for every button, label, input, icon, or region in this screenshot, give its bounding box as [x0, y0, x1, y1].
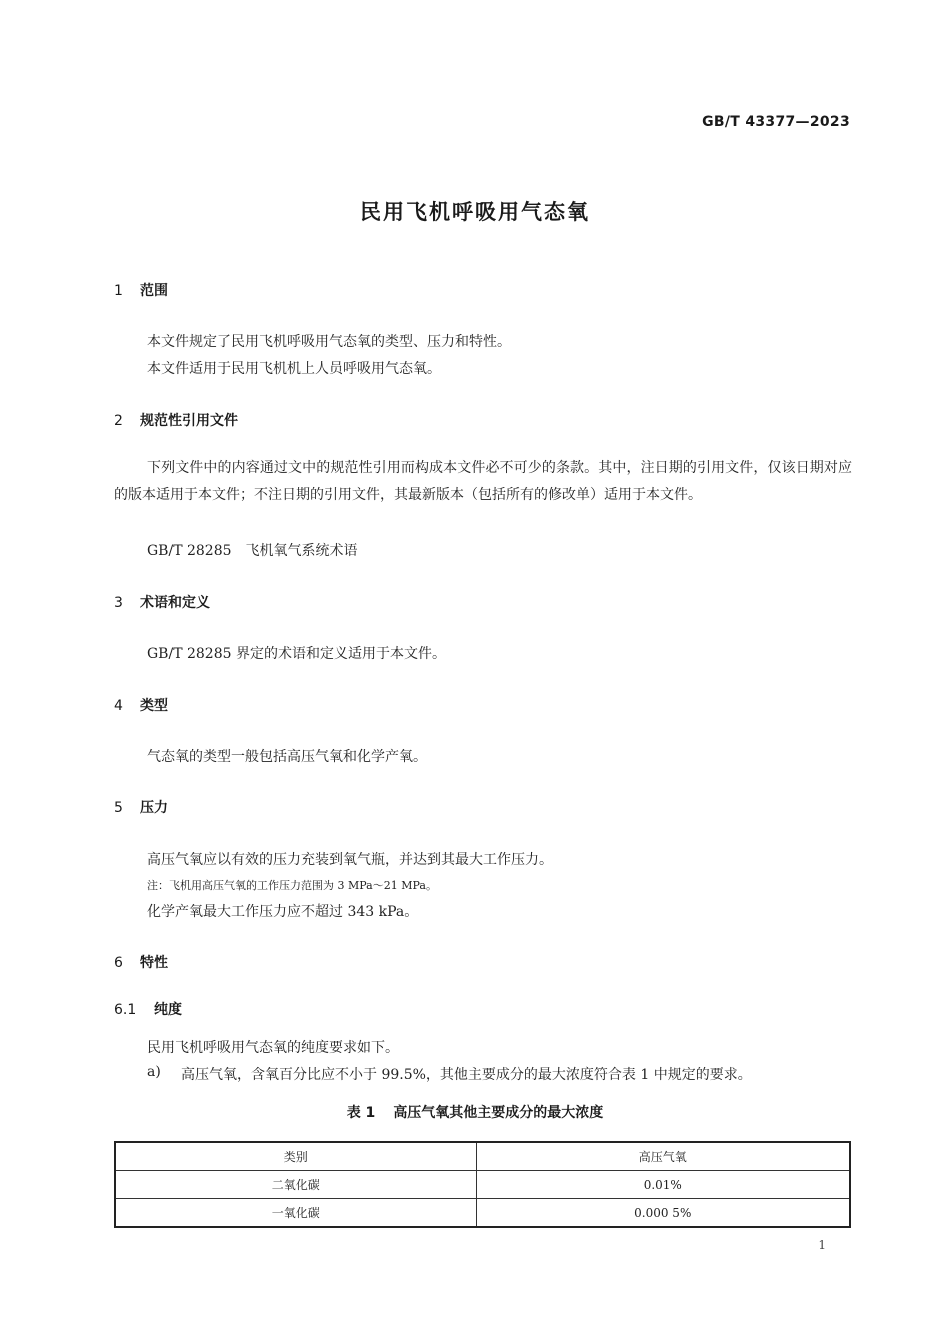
- section-1-heading: [114, 280, 168, 300]
- scope-paragraph-1: 本文件规定了民用飞机呼吸用气态氧的类型、压力和特性。: [147, 334, 511, 350]
- section-4-heading: [114, 695, 168, 715]
- section-number: 6.1: [114, 1002, 137, 1018]
- table-header-cell: 高压气氧: [476, 1142, 850, 1171]
- table-cell: 二氧化碳: [115, 1171, 476, 1199]
- terms-paragraph: GB/T 28285 界定的术语和定义适用于本文件。: [147, 646, 446, 662]
- section-number: 1: [114, 283, 123, 299]
- section-6-1-heading: [114, 999, 182, 1019]
- pressure-note: 注：飞机用高压气氧的工作压力范围为 3 MPa～21 MPa。: [147, 879, 437, 892]
- section-title: 类型: [140, 698, 168, 714]
- section-title: 术语和定义: [140, 595, 210, 611]
- section-title: 特性: [140, 955, 168, 971]
- pressure-paragraph-2: 化学产氧最大工作压力应不超过 343 kPa。: [147, 904, 419, 920]
- normative-references-paragraph: 下列文件中的内容通过文中的规范性引用而构成本文件必不可少的条款。其中，注日期的引用文件，仅该日期对应的版本适用于本文件；不注日期的引用文件，其最新版本（包括所有的修改单）适用于本文件。: [114, 460, 852, 503]
- section-number: 3: [114, 595, 123, 611]
- table-cell: 0.01%: [476, 1171, 850, 1199]
- section-5-heading: [114, 797, 168, 817]
- reference-entry: GB/T 28285 飞机氧气系统术语: [147, 543, 358, 559]
- list-marker: a): [147, 1064, 161, 1080]
- section-number: 5: [114, 800, 123, 816]
- table-header-row: [115, 1142, 850, 1171]
- page-number: 1: [818, 1238, 826, 1252]
- standard-code: GB/T 43377—2023: [702, 114, 850, 130]
- section-3-heading: [114, 592, 210, 612]
- table-label: 表 1: [346, 1105, 376, 1121]
- concentration-table: [114, 1141, 851, 1228]
- purity-paragraph: 民用飞机呼吸用气态氧的纯度要求如下。: [147, 1040, 399, 1056]
- section-number: 4: [114, 698, 123, 714]
- section-6-heading: [114, 952, 168, 972]
- section-title: 范围: [140, 283, 168, 299]
- table-caption-text: 高压气氧其他主要成分的最大浓度: [393, 1105, 604, 1121]
- section-title: 规范性引用文件: [140, 413, 238, 429]
- document-title: 民用飞机呼吸用气态氧: [360, 200, 590, 224]
- scope-paragraph-2: 本文件适用于民用飞机机上人员呼吸用气态氧。: [147, 361, 441, 377]
- list-item-text: 高压气氧，含氧百分比应不小于 99.5%，其他主要成分的最大浓度符合表 1 中规定的要求。: [181, 1067, 752, 1083]
- table-header-cell: 类别: [115, 1142, 476, 1171]
- table-cell: 0.000 5%: [476, 1199, 850, 1228]
- section-title: 纯度: [154, 1002, 182, 1018]
- section-number: 2: [114, 413, 123, 429]
- section-title: 压力: [140, 800, 168, 816]
- table-row: [115, 1171, 850, 1199]
- table-caption: [0, 1102, 950, 1122]
- section-2-heading: [114, 410, 238, 430]
- table-cell: 一氧化碳: [115, 1199, 476, 1228]
- pressure-paragraph-1: 高压气氧应以有效的压力充装到氧气瓶，并达到其最大工作压力。: [147, 852, 553, 868]
- section-number: 6: [114, 955, 123, 971]
- table-row: [115, 1199, 850, 1228]
- types-paragraph: 气态氧的类型一般包括高压气氧和化学产氧。: [147, 749, 427, 765]
